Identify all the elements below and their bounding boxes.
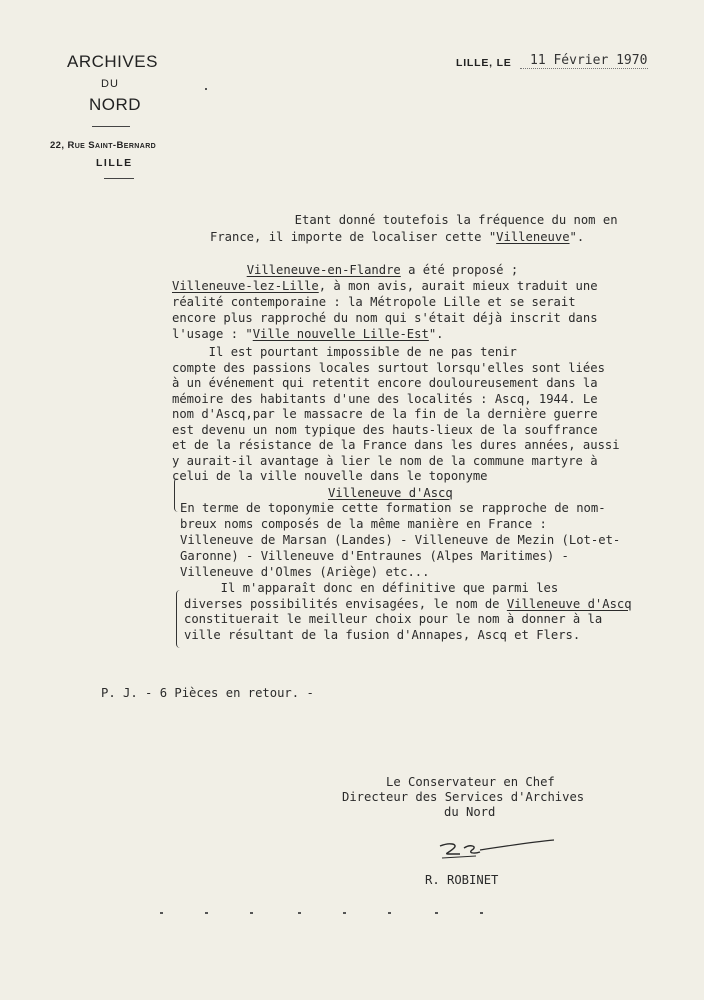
letter-date: 11 Février 1970 (530, 53, 648, 68)
p3-line1: Il est pourtant impossible de ne pas tenir (172, 345, 517, 359)
p3-line4: mémoire des habitants d'une des localités : Ascq, 1944. Le (172, 392, 598, 406)
org-name-line1: ARCHIVES (67, 52, 158, 71)
mark-dot (435, 912, 438, 914)
p4-line2: breux noms composés de la même manière en France : (180, 517, 547, 531)
p3-line8: y aurait-il avantage à lier le nom de la commune martyre à (172, 454, 598, 468)
p5-line1: Il m'apparaît donc en définitive que parmi les (184, 581, 559, 595)
p3-line5: nom d'Ascq,par le massacre de la fin de la dernière guerre (172, 407, 598, 421)
p3-line7: et de la résistance de la France dans les dures années, aussi (172, 438, 620, 452)
mark-dot (480, 912, 483, 914)
proposal-villeneuve-lez-lille: Villeneuve-lez-Lille (172, 279, 319, 293)
org-name-line3: NORD (89, 95, 142, 114)
p2-line3: réalité contemporaine : la Métropole Lille et se serait (172, 295, 576, 309)
p2-line1: Villeneuve-en-Flandre a été proposé ; (246, 263, 519, 277)
enclosures-note: P. J. - 6 Pièces en retour. - (101, 686, 314, 700)
p2-line4: encore plus rapproché du nom qui s'était déjà inscrit dans (172, 311, 598, 325)
mark-dot (343, 912, 346, 914)
org-address: 22, Rue Saint-Bernard (50, 140, 157, 151)
mark-dot (205, 88, 207, 90)
p3-line2: compte des passions locales surtout lorsqu'elles sont liées (172, 361, 605, 375)
p3-line6: est devenu un nom typique des hauts-lieux de la souffrance (172, 423, 598, 437)
margin-bracket-2 (176, 590, 183, 648)
date-dotted-line (520, 68, 648, 69)
mark-dot (388, 912, 391, 914)
p4-line5: Villeneuve d'Olmes (Ariège) etc... (180, 565, 430, 579)
proposal-ville-nouvelle: Ville nouvelle Lille-Est (252, 327, 429, 341)
header-divider (92, 126, 130, 127)
p2-line5: l'usage : "Ville nouvelle Lille-Est". (172, 327, 444, 341)
p1-line1: Etant donné toutefois la fréquence du nom en (258, 213, 618, 227)
closing-title3: du Nord (444, 805, 496, 819)
mark-dot (250, 912, 253, 914)
mark-dot (160, 912, 163, 914)
p1-line2: France, il importe de localiser cette "Villeneuve". (210, 230, 585, 244)
p5-line4: ville résultant de la fusion d'Annapes, Ascq et Flers. (184, 628, 581, 642)
closing-title2: Directeur des Services d'Archives (342, 790, 585, 804)
mark-dot (205, 912, 208, 914)
p5-line3: constituerait le meilleur choix pour le nom à donner à la (184, 612, 603, 626)
toponym-villeneuve-dascq: Villeneuve d'Ascq (328, 486, 453, 500)
p4-line1: En terme de toponymie cette formation se rapproche de nom- (180, 501, 606, 515)
city-divider (104, 178, 134, 179)
p5-line2: diverses possibilités envisagées, le nom de Villeneuve d'Ascq (184, 597, 632, 611)
p4-line3: Villeneuve de Marsan (Landes) - Villeneuve de Mezin (Lot-et- (180, 533, 621, 547)
date-prefix: LILLE, LE (456, 57, 512, 69)
p2-line2: Villeneuve-lez-Lille, à mon avis, aurait mieux traduit une (172, 279, 598, 293)
p3-line9: celui de la ville nouvelle dans le toponyme (172, 469, 488, 483)
mark-dot (298, 912, 301, 914)
org-name-line2: DU (101, 78, 119, 90)
chosen-name-villeneuve-dascq: Villeneuve d'Ascq (506, 597, 632, 611)
p4-line4: Garonne) - Villeneuve d'Entraunes (Alpes Maritimes) - (180, 549, 569, 563)
handwritten-signature (436, 832, 556, 860)
signatory-name: R. ROBINET (425, 873, 499, 887)
proposal-villeneuve-en-flandre: Villeneuve-en-Flandre (246, 263, 401, 277)
p3-line3: à un événement qui retentit encore douloureusement dans la (172, 376, 598, 390)
closing-title1: Le Conservateur en Chef (386, 775, 555, 789)
org-city: LILLE (96, 157, 133, 169)
